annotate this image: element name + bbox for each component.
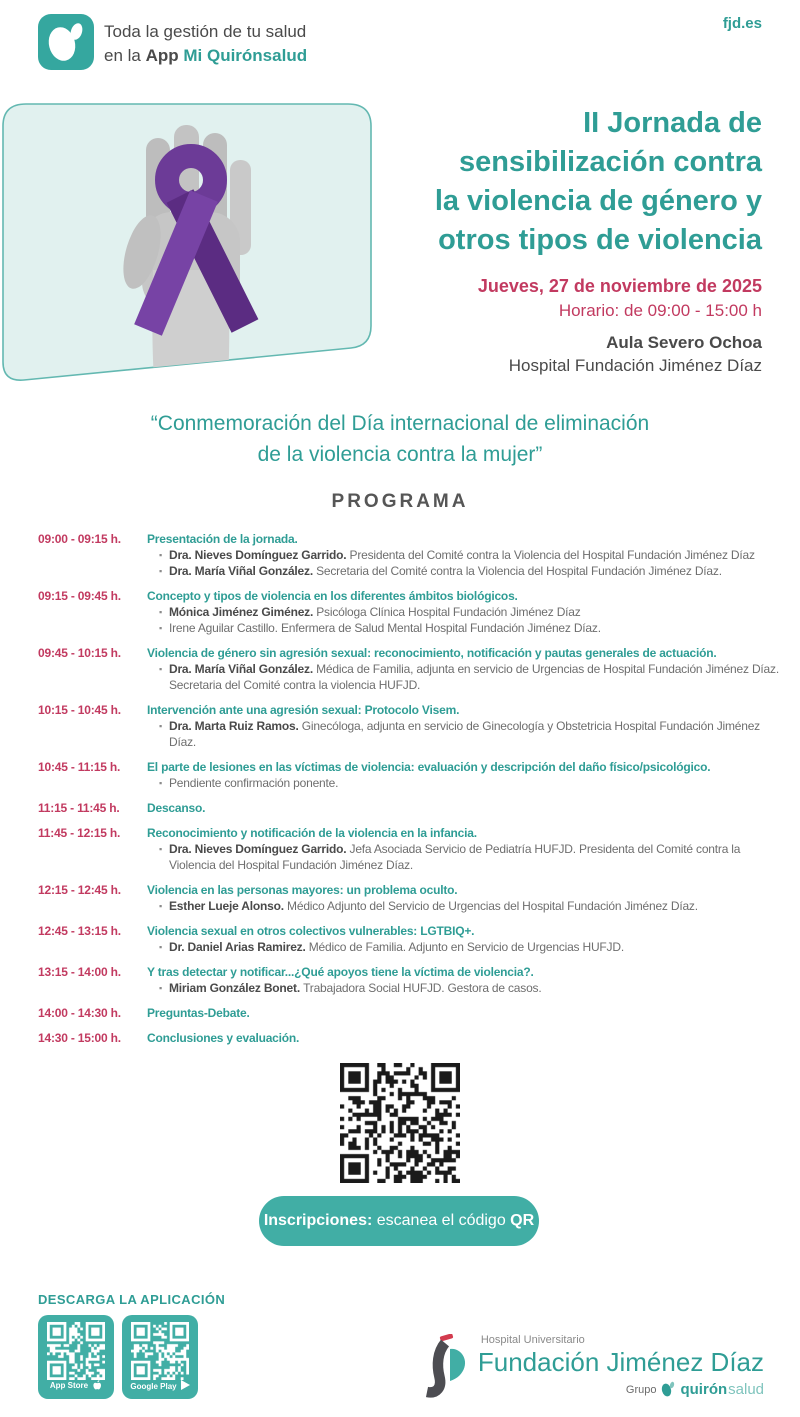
program-session-title: Violencia sexual en otros colectivos vulnerables: LGTBIQ+. [147,924,475,938]
speaker-description: Jefa Asociada Servicio de Pediatría HUFJD. Presidenta del Comité contra la Violencia del Hospital Fundación Jiménez Díaz. [169,842,741,872]
bullet-icon: ▪ [159,778,162,788]
app-store-badge[interactable] [38,1315,114,1399]
event-title-line: la violencia de género y [434,185,762,217]
program-session-title: Conclusiones y evaluación. [147,1031,300,1045]
inscription-qr-code [340,1063,460,1183]
badge-label [122,1380,198,1392]
bullet-icon: ▪ [159,844,162,854]
program-session-title: Violencia de género sin agresión sexual: reconocimiento, notificación y pautas generales de actuación. [147,646,717,660]
bullet-icon: ▪ [159,983,162,993]
website-link[interactable]: fjd.es [722,15,762,32]
speaker-name: Dra. Marta Ruiz Ramos. [169,719,302,733]
program-session-title: Intervención ante una agresión sexual: Protocolo Visem. [147,703,460,717]
bullet-icon: ▪ [159,566,162,576]
speaker-description: Secretaria del Comité contra la Violencia del Hospital Fundación Jiménez Díaz. [316,564,722,578]
bullet-icon: ▪ [159,901,162,911]
speaker-description: Médica de Familia, adjunta en servicio de Urgencias de Hospital Fundación Jiménez Díaz. Secretaria del Comité contra la violencia HUFJD. [169,662,779,692]
speaker-description: Psicóloga Clínica Hospital Fundación Jiménez Díaz [316,605,581,619]
event-title-line: otros tipos de violencia [438,224,762,256]
program-time: 11:15 - 11:45 h. [38,801,120,815]
program-session-title: Preguntas-Debate. [147,1006,250,1020]
program-session-title: Y tras detectar y notificar...¿Qué apoyos tiene la víctima de violencia?. [147,965,534,979]
quote-line2: de la violencia contra la mujer” [257,443,543,466]
speaker-name: Dra. Nieves Domínguez Garrido. [169,548,350,562]
bullet-icon: ▪ [159,664,162,674]
program-content [147,531,784,579]
event-date: Jueves, 27 de noviembre de 2025 [477,276,762,296]
program-content [147,923,784,955]
program-time: 13:15 - 14:00 h. [38,965,121,979]
google-play-qr-code [131,1322,189,1380]
program-speaker [147,661,784,693]
mi-quironsalud-app-logo [38,14,94,70]
event-time: Horario: de 09:00 - 15:00 h [558,301,762,320]
program-item [38,923,784,955]
bullet-icon: ▪ [159,550,162,560]
program-content [147,800,784,816]
program-item [38,645,784,693]
app-store-label: App Store [49,1381,89,1390]
event-title-line: sensibilización contra [459,146,762,178]
speaker-description: Presidenta del Comité contra la Violencia del Hospital Fundación Jiménez Díaz [349,548,755,562]
fjd-logo [416,1334,764,1400]
speaker-description: Trabajadora Social HUFJD. Gestora de casos. [303,981,542,995]
program-item [38,964,784,996]
program-time: 09:15 - 09:45 h. [38,589,121,603]
program-content [147,759,784,791]
petal-leaf-icon [38,14,94,70]
program-time: 12:45 - 13:15 h. [38,924,121,938]
bullet-icon: ▪ [159,607,162,617]
speaker-description: Médico Adjunto del Servicio de Urgencias del Hospital Fundación Jiménez Díaz. [287,899,698,913]
program-item [38,1005,784,1021]
program-content [147,645,784,693]
program-session-title: Reconocimiento y notificación de la violencia en la infancia. [147,826,477,840]
speaker-description: Pendiente confirmación ponente. [169,776,339,790]
program-item [38,759,784,791]
program-content [147,882,784,914]
speaker-name: Miriam González Bonet. [169,981,304,995]
program-speaker [147,563,784,579]
speaker-name: Irene Aguilar Castillo. [169,621,281,635]
program-session-title: El parte de lesiones en las víctimas de violencia: evaluación y descripción del daño físico/psicológico. [147,760,711,774]
program-time: 10:45 - 11:15 h. [38,760,121,774]
bullet-icon: ▪ [159,942,162,952]
group-label: Grupo [625,1383,657,1396]
event-title-block [302,104,762,377]
badge-label [38,1379,114,1392]
program-session-title: Descanso. [147,801,206,815]
program-speaker [147,980,784,996]
program-speaker [147,547,784,563]
program-speaker [147,620,784,636]
program-item [38,825,784,873]
inscription-label-bold: Inscripciones: [263,1212,373,1229]
app-store-qr-code [47,1322,105,1380]
program-session-title: Violencia en las personas mayores: un problema oculto. [147,883,458,897]
speaker-name: Dr. Daniel Arias Ramirez. [169,940,309,954]
program-speaker [147,604,784,620]
download-app-heading: DESCARGA LA APLICACIÓN [38,1292,226,1307]
program-content [147,588,784,636]
program-time: 09:45 - 10:15 h. [38,646,121,660]
program-session-title: Presentación de la jornada. [147,532,298,546]
program-content [147,825,784,873]
google-play-badge[interactable] [122,1315,198,1399]
speaker-name: Mónica Jiménez Giménez. [169,605,317,619]
fjd-logo-main-text: Fundación Jiménez Díaz [477,1347,764,1377]
quironsalud-group-logo [478,1381,764,1398]
program-speaker [147,841,784,873]
inscription-button[interactable] [259,1196,539,1246]
google-play-label: Google Play [130,1381,177,1391]
event-venue-room: Aula Severo Ochoa [606,333,762,352]
program-time: 12:15 - 12:45 h. [38,883,121,897]
program-session-title: Concepto y tipos de violencia en los diferentes ámbitos biológicos. [147,589,518,603]
program-speaker [147,898,784,914]
quironsalud-petal-icon [661,1381,675,1398]
program-time: 14:30 - 15:00 h. [38,1031,121,1045]
program-speaker [147,939,784,955]
program-list [38,531,784,1055]
speaker-description: Médico de Familia. Adjunto en Servicio de Urgencias HUFJD. [308,940,624,954]
tagline-line2: en la App Mi Quirónsalud [104,46,308,65]
program-time: 10:15 - 10:45 h. [38,703,121,717]
program-item [38,702,784,750]
program-item [38,1030,784,1046]
program-content [147,702,784,750]
speaker-description: Ginecóloga, adjunta en servicio de Ginecología y Obstetricia Hospital Fundación Jiménez Díaz. [169,719,760,749]
program-content [147,964,784,996]
program-speaker [147,718,784,750]
program-content [147,1005,784,1021]
play-icon [181,1380,190,1390]
program-time: 09:00 - 09:15 h. [38,532,121,546]
program-item [38,882,784,914]
program-speaker [147,775,784,791]
program-item [38,800,784,816]
speaker-name: Esther Lueje Alonso. [169,899,288,913]
app-tagline [104,20,307,68]
inscription-label-mid: escanea el código [372,1212,511,1229]
bullet-icon: ▪ [159,623,162,633]
speaker-name: Dra. María Viñal González. [169,564,317,578]
program-heading: PROGRAMA [331,491,469,512]
inscription-label-qr: QR [510,1212,535,1229]
event-title-line: II Jornada de [583,107,762,139]
fjd-logo-top-text: Hospital Universitario [480,1334,585,1346]
commemoration-quote [0,408,800,470]
program-item [38,531,784,579]
tagline-line1: Toda la gestión de tu salud [104,22,307,41]
fjd-jd-icon [416,1334,472,1400]
group-brand-light: salud [728,1380,764,1398]
speaker-name: Dra. Nieves Domínguez Garrido. [169,842,350,856]
apple-icon [92,1379,102,1390]
speaker-description: Enfermera de Salud Mental Hospital Fundación Jiménez Díaz. [280,621,601,635]
program-item [38,588,784,636]
program-content [147,1030,784,1046]
speaker-name: Dra. María Viñal González. [169,662,317,676]
program-time: 11:45 - 12:15 h. [38,826,121,840]
group-brand-bold: quirón [680,1380,728,1398]
event-venue-hospital: Hospital Fundación Jiménez Díaz [508,356,762,375]
quote-line1: “Conmemoración del Día internacional de eliminación [150,412,650,435]
program-time: 14:00 - 14:30 h. [38,1006,121,1020]
store-badges [38,1315,198,1399]
bullet-icon: ▪ [159,721,162,731]
